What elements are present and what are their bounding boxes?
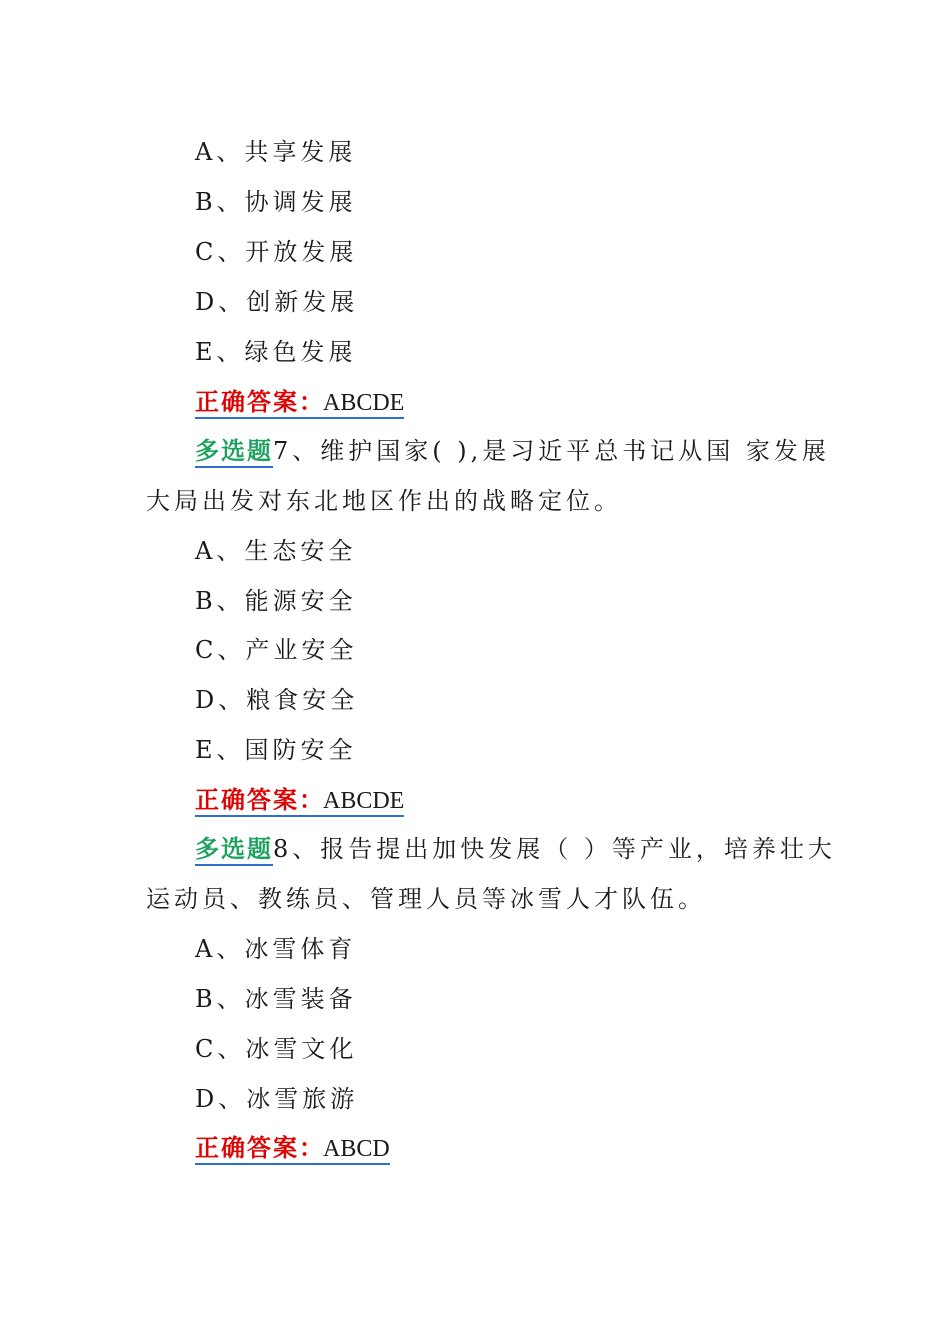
option-a: A、冰雪体育: [195, 935, 357, 963]
answer-value: ABCD: [323, 1136, 390, 1165]
answer-line: [195, 386, 404, 419]
answer-line: [195, 784, 404, 817]
answer-label: 正确答案：: [195, 786, 325, 817]
question-8-line2: 运动员、教练员、管理人员等冰雪人才队伍。: [146, 885, 706, 913]
option-a: A、共享发展: [195, 138, 357, 166]
answer-label: 正确答案：: [195, 388, 325, 419]
answer-label: 正确答案：: [195, 1134, 325, 1165]
option-d: D、粮食安全: [195, 686, 359, 714]
question-7-text: 7、维护国家( ),是习近平总书记从国 家发展: [273, 437, 830, 465]
question-type-label: 多选题: [195, 835, 273, 866]
question-7-line1: [195, 435, 830, 467]
option-a: A、生态安全: [195, 537, 357, 565]
option-e: E、绿色发展: [195, 338, 357, 366]
option-d: D、创新发展: [195, 288, 359, 316]
question-8-text: 8、报告提出加快发展（ ）等产业，培养壮大: [273, 835, 836, 863]
answer-value: ABCDE: [323, 390, 404, 419]
option-e: E、国防安全: [195, 736, 357, 764]
option-b: B、协调发展: [195, 188, 357, 216]
question-type-label: 多选题: [195, 437, 273, 468]
answer-value: ABCDE: [323, 788, 404, 817]
option-c: C、产业安全: [195, 636, 358, 664]
answer-line: [195, 1132, 390, 1165]
option-c: C、冰雪文化: [195, 1035, 358, 1063]
option-c: C、开放发展: [195, 238, 358, 266]
option-b: B、能源安全: [195, 587, 357, 615]
question-7-line2: 大局出发对东北地区作出的战略定位。: [146, 487, 622, 515]
question-8-line1: [195, 833, 836, 865]
option-b: B、冰雪装备: [195, 985, 357, 1013]
option-d: D、冰雪旅游: [195, 1085, 359, 1113]
